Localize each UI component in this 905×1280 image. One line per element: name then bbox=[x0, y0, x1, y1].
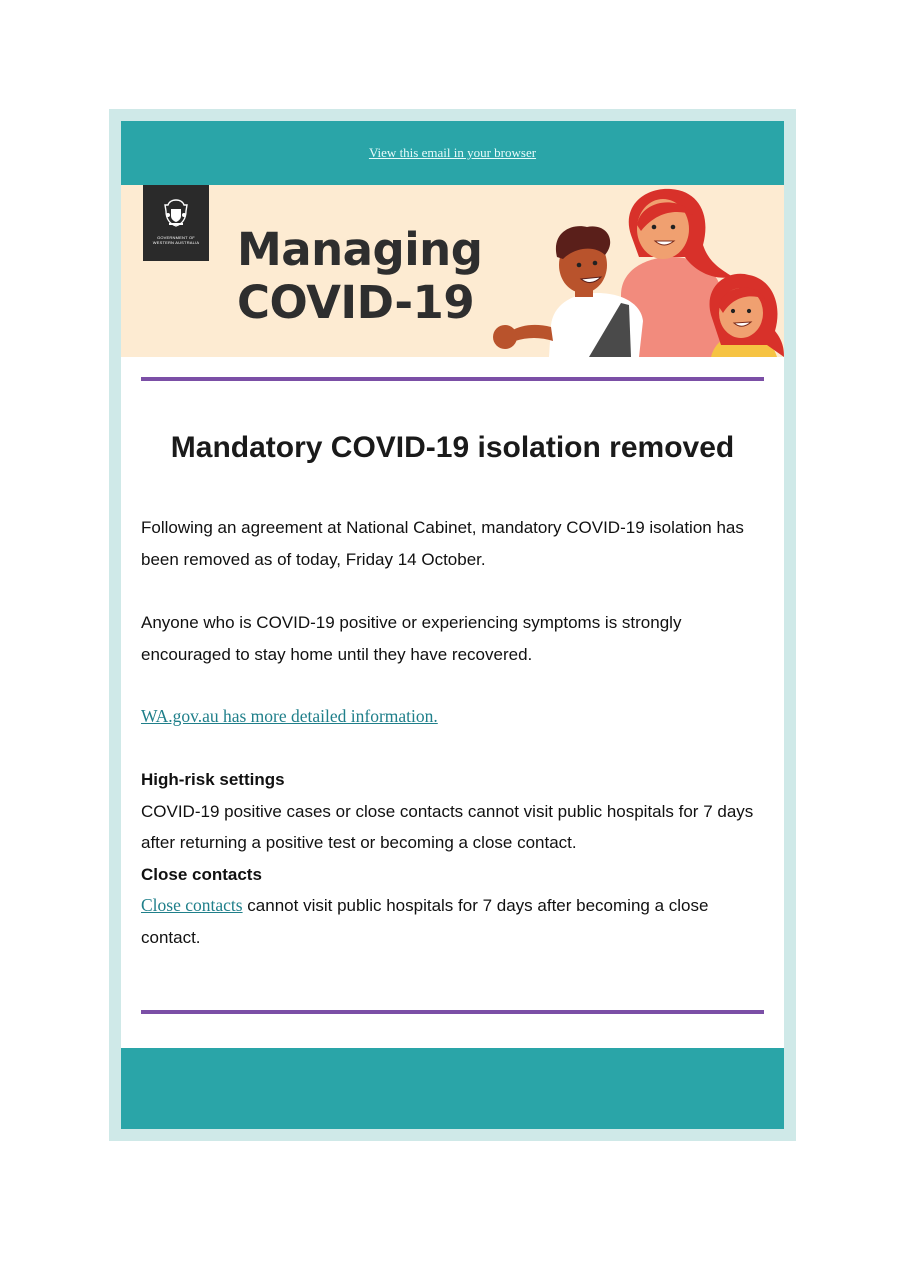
banner-title-line-1: Managing bbox=[237, 223, 483, 276]
article-headline: Mandatory COVID-19 isolation removed bbox=[170, 431, 735, 464]
top-bar bbox=[121, 121, 784, 185]
view-in-browser-link[interactable]: View this email in your browser bbox=[368, 145, 537, 160]
banner-title-line-2: COVID-19 bbox=[237, 276, 475, 329]
close-contacts-link[interactable]: Close contacts bbox=[141, 895, 243, 915]
high-risk-section bbox=[141, 764, 771, 953]
government-logo-text: GOVERNMENT OF WESTERN AUSTRALIA bbox=[152, 235, 200, 245]
crest-icon bbox=[160, 197, 192, 229]
email-card bbox=[121, 121, 784, 1129]
paragraph-1 bbox=[141, 512, 771, 575]
more-info bbox=[141, 701, 771, 733]
more-info-link[interactable]: WA.gov.au has more detailed information. bbox=[141, 706, 438, 726]
girl-figure bbox=[710, 274, 784, 357]
people-illustration bbox=[471, 185, 784, 357]
paragraph-2-text: Anyone who is COVID-19 positive or experiencing symptoms is strongly encouraged to stay home until they have recovered. bbox=[141, 613, 682, 664]
close-contacts-text: cannot visit public hospitals for 7 days after becoming a close contact. bbox=[141, 896, 709, 947]
boy-figure bbox=[493, 226, 643, 357]
paragraph-2 bbox=[141, 607, 771, 670]
email-frame bbox=[109, 109, 796, 1141]
banner-title bbox=[237, 223, 482, 329]
close-contacts-paragraph bbox=[141, 890, 771, 953]
header-banner bbox=[121, 185, 784, 357]
top-divider bbox=[141, 377, 764, 381]
close-contacts-heading: Close contacts bbox=[141, 864, 262, 884]
paragraph-1-text: Following an agreement at National Cabinet, mandatory COVID-19 isolation has been removed as of today, Friday 14 October. bbox=[141, 518, 744, 569]
high-risk-heading: High-risk settings bbox=[141, 770, 285, 789]
bottom-divider bbox=[141, 1010, 764, 1014]
footer-bar bbox=[121, 1048, 784, 1129]
government-logo bbox=[143, 185, 209, 261]
high-risk-text: COVID-19 positive cases or close contacts cannot visit public hospitals for 7 days after returning a positive test or becoming a close contact. bbox=[141, 801, 754, 852]
